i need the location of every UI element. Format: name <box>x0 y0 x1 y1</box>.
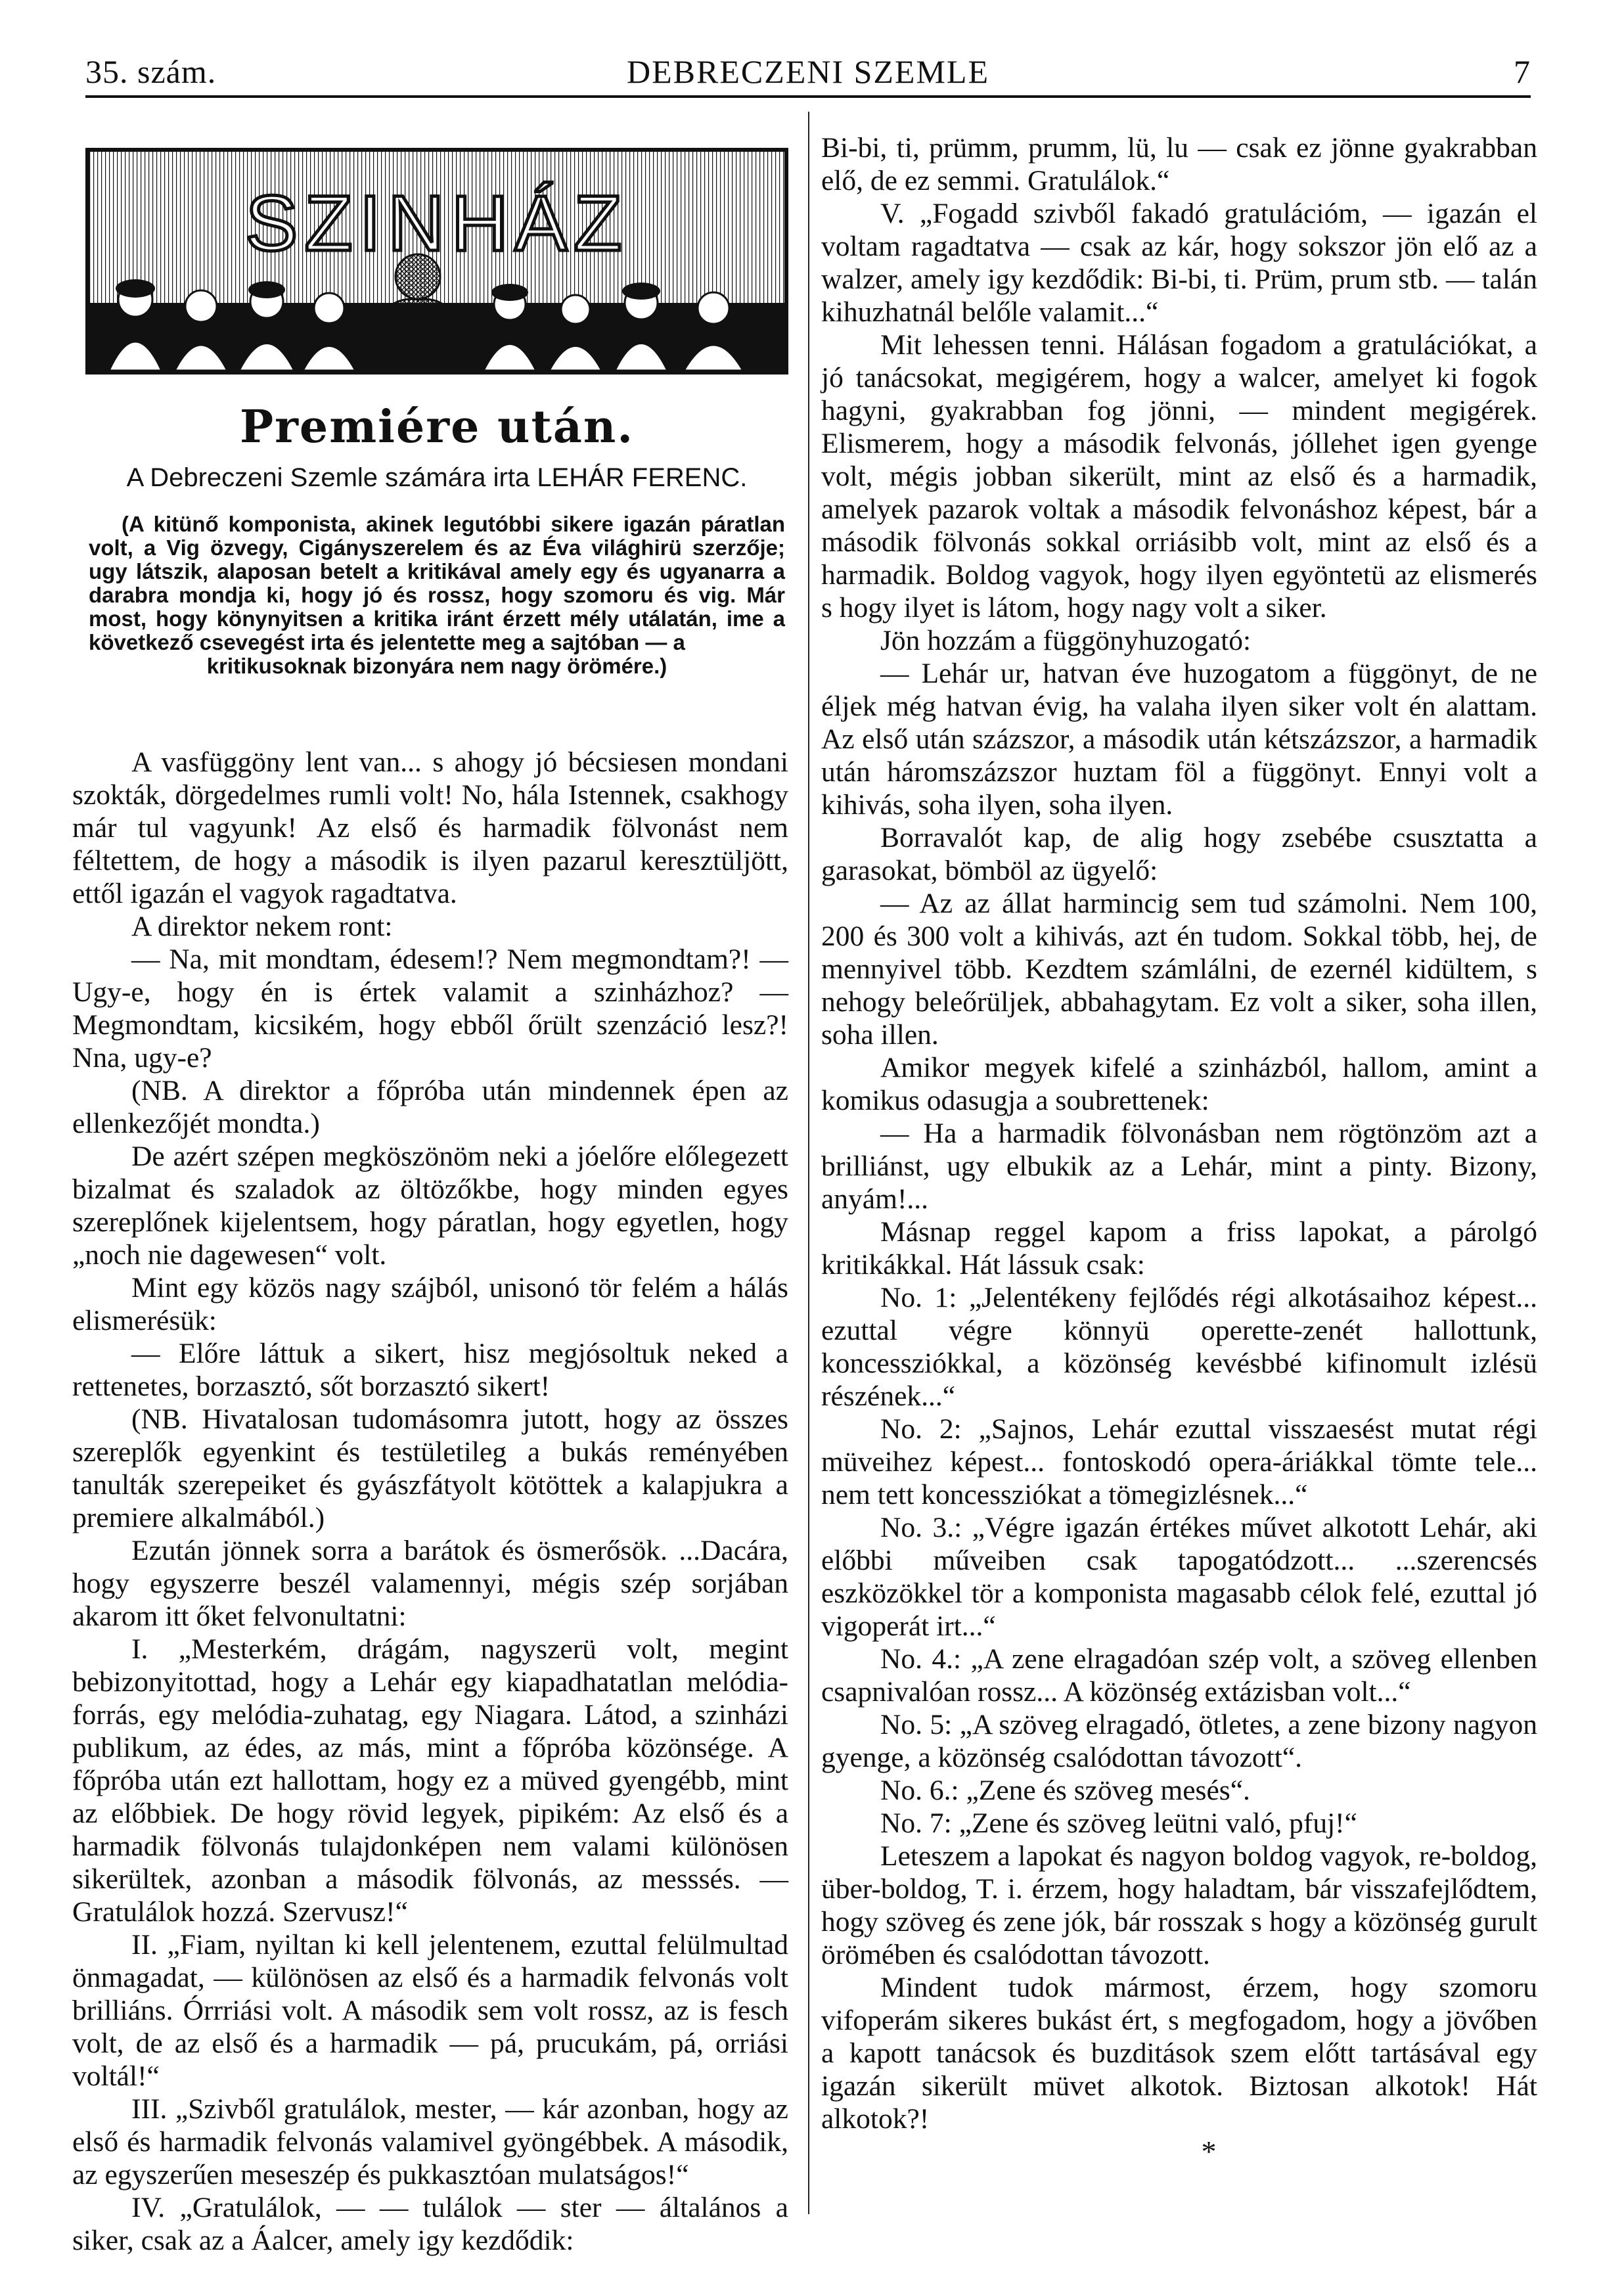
page-header <box>85 46 1531 99</box>
column-divider <box>808 112 809 2214</box>
paragraph: — Az az állat harmincig sem tud számolni. Nem 100, 200 és 300 volt a kihivás, azt én tudom. Sokkal több, hej, de mennyivel több. Kezdtem számlálni, de ezernél kidültem, s nehogy beleőrüljek, abbahagytam. Ez volt a siker, soha illen, soha illen. <box>821 888 1537 1051</box>
issue-number: 35. szám. <box>85 53 217 90</box>
intro-last-line: kritikusoknak bizonyára nem nagy örömére.) <box>206 654 667 678</box>
paragraph: Másnap reggel kapom a friss lapokat, a párolgó kritikákkal. Hát lássuk csak: <box>821 1216 1537 1281</box>
paragraph: — Na, mit mondtam, édesem!? Nem megmondtam?! — Ugy-e, hogy én is értek valamit a szinházhoz? — Megmondtam, kicsikém, hogy ebből őrült szenzáció lesz?! Nna, ugy-e? <box>72 943 788 1074</box>
paragraph: A direktor nekem ront: <box>131 911 393 942</box>
paragraph: V. „Fogadd szivből fakadó gratulációm, — igazán el voltam ragadtatva — csak az kár, hogy sokszor jön elő az a walzer, amely igy kezdődik: Bi-bi, ti. Prüm, prum stb. — talán kihuzhatnál belőle valamit...“ <box>821 198 1537 328</box>
paragraph: — Ha a harmadik fölvonásban nem rögtönzöm azt a brilliánst, ugy elbukik az a Lehár, mint a pinty. Bizony, anyám!... <box>821 1118 1537 1215</box>
paragraph: II. „Fiam, nyiltan ki kell jelentenem, ezuttal felülmultad önmagadat, — különösen az első és a harmadik felvonás volt brilliáns. Órrriási volt. A második sem volt rossz, az is fesch volt, de az első és a harmadik — pá, prucukám, pá, orriási voltál!“ <box>72 1929 788 2092</box>
journal-title: DEBRECZENI SZEMLE <box>626 53 990 90</box>
paragraph: Ezután jönnek sorra a barátok és ösmerősök. ...Dacára, hogy egyszerre beszél valamennyi, mégis szép sorjában akarom itt őket felvonultatni: <box>72 1535 788 1632</box>
paragraph: Amikor megyek kifelé a szinházból, hallom, amint a komikus odasugja a soubrettenek: <box>821 1052 1537 1116</box>
theatre-banner-illustration <box>85 148 788 375</box>
paragraph: No. 7: „Zene és szöveg leütni való, pfuj!“ <box>880 1807 1357 1839</box>
left-column <box>72 746 788 2257</box>
paragraph: No. 3.: „Végre igazán értékes művet alkotott Lehár, aki előbbi műveiben csak tapogatódzott... ...szerencsés eszközökkel tör a komponista magasabb célok felé, ezuttal jó vigoperát irt...“ <box>821 1512 1537 1642</box>
paragraph: III. „Szivből gratulálok, mester, — kár azonban, hogy az első és harmadik felvonás valamivel gyöngébbek. A második, az egyszerűen meseszép és pukkasztóan mulatságos!“ <box>72 2093 788 2191</box>
header-rule <box>85 95 1531 98</box>
paragraph: Mindent tudok mármost, érzem, hogy szomoru vifoperám sikeres bukást ért, s megfogadom, hogy a jövőben a kapott tanácsok és buzditások szem előtt tartásával egy igazán sikerült müvet alkotok. Biztosan alkotok! Hát alkotok?! <box>821 1972 1537 2135</box>
paragraph: Mint egy közös nagy szájból, unisonó tör felém a hálás elismerésük: <box>72 1272 788 1336</box>
page-number: 7 <box>1514 53 1531 90</box>
article-title: Premiére után. <box>239 401 635 453</box>
paragraph: IV. „Gratulálok, — — tulálok — ster — általános a siker, csak az a Áalcer, amely igy kezdődik: <box>72 2192 788 2256</box>
paragraph: A vasfüggöny lent van... s ahogy jó bécsiesen mondani szokták, dörgedelmes rumli volt! No, hála Istennek, csakhogy már tul vagyunk! Az első és harmadik fölvonást nem féltettem, de hogy a második is ilyen pazarul keresztüljött, ettől igazán el vagyok ragadtatva. <box>72 746 788 909</box>
article-byline: A Debreczeni Szemle számára irta LEHÁR FERENC. <box>126 463 748 492</box>
article-intro <box>89 512 785 678</box>
paragraph: Leteszem a lapokat és nagyon boldog vagyok, re-boldog, über-boldog, T. i. érzem, hogy haladtam, bár visszafejlődtem, hogy szöveg és zene jók, bár rosszak s hogy a közönség gurult örömében és csalódottan távozott. <box>821 1840 1537 1970</box>
paragraph: (NB. A direktor a főpróba után mindennek épen az ellenkezőjét mondta.) <box>72 1075 788 1139</box>
paragraph: I. „Mesterkém, drágám, nagyszerü volt, megint bebizonyitottad, hogy a Lehár egy kiapadhatatlan melódia-forrás, egy melódia-zuhatag, egy Niagara. Látod, a szinházi publikum, az édes, az más, mint a főpróba közönsége. A főpróba után ezt hallottam, hogy ez a müved gyengébb, mint az előbbiek. De hogy rövid legyek, pipikém: Az első és a harmadik fölvonás tulajdonképen nem valami különösen sikerültek, azonban a második fölvonás, az messsés. — Gratulálok hozzá. Szervusz!“ <box>72 1633 788 1928</box>
paragraph: No. 1: „Jelentékeny fejlődés régi alkotásaihoz képest... ezuttal végre könnyü operette-zenét hallottunk, koncessziókkal, a közönség kevésbbé kifinomult izlésü részének...“ <box>821 1282 1537 1412</box>
paragraph: Borravalót kap, de alig hogy zsebébe csusztatta a garasokat, bömböl az ügyelő: <box>821 822 1537 886</box>
intro-text: (A kitünő komponista, akinek legutóbbi sikere igazán páratlan volt, a Vig özvegy, Cigányszerelem és az Éva világhirü szerzője; ugy látszik, alaposan betelt a kritikával amely egy és ugyanarra a darabra mondja ki, hogy jó és rossz, hogy szomoru és vig. Már most, hogy könynyitsen a kritika iránt érzett mély utálatán, ime a következő csevegést irta és jelentette meg a sajtóban — a <box>89 512 785 654</box>
paragraph: Jön hozzám a függönyhuzogató: <box>880 625 1252 656</box>
paragraph: Bi-bi, ti, prümm, prumm, lü, lu — csak ez jönne gyakrabban elő, de ez semmi. Gratulálok.“ <box>821 132 1537 196</box>
right-column <box>821 131 1537 2168</box>
paragraph: — Lehár ur, hatvan éve huzogatom a függönyt, de ne éljek még hatvan évig, ha valaha ilyen siker volt én alattam. Az első után százszor, a második után kétszázszor, a harmadik után háromszázszor huztam föl a függönyt. Ennyi volt a kihivás, soha ilyen, soha ilyen. <box>821 658 1537 821</box>
banner-word: SZINHÁZ <box>245 179 629 267</box>
closing-asterisk: * <box>1201 2135 1217 2168</box>
paragraph: No. 4.: „A zene elragadóan szép volt, a szöveg ellenben csapnivalóan rossz... A közönség extázisban volt...“ <box>821 1643 1537 1708</box>
paragraph: — Előre láttuk a sikert, hisz megjósoltuk neked a rettenetes, borzasztó, sőt borzasztó sikert! <box>72 1338 788 1402</box>
paragraph: Mit lehessen tenni. Hálásan fogadom a gratulációkat, a jó tanácsokat, megigérem, hogy a walcer, amelyet ki fogok hagyni, gyakrabban fog jönni, — mindent megigérek. Elismerem, hogy a második felvonás, jóllehet igen gyenge volt, mégis jobban sikerült, mint az első és a harmadik, amelyek pazarok voltak a második felvonáshoz képest, bár a második fölvonás sokkal orriásibb volt, mint az első és a harmadik. Boldog vagyok, hogy ilyen egyöntetü az elismerés s hogy ilyet is látom, hogy nagy volt a siker. <box>821 329 1537 624</box>
paragraph: No. 5: „A szöveg elragadó, ötletes, a zene bizony nagyon gyenge, a közönség csalódottan távozott“. <box>821 1709 1537 1773</box>
paragraph: No. 6.: „Zene és szöveg mesés“. <box>880 1775 1250 1806</box>
paragraph: No. 2: „Sajnos, Lehár ezuttal visszaesést mutat régi müveihez képest... fontoskodó opera-áriákkal tömte tele... nem tett koncessziókat a tömegizlésnek...“ <box>821 1413 1537 1510</box>
paragraph: (NB. Hivatalosan tudomásomra jutott, hogy az összes szereplők egyenkint és testületileg a bukás reményében tanulták szerepeiket és gyászfátyolt kötöttek a kalapjukra a premiere alkalmából.) <box>72 1403 788 1533</box>
paragraph: De azért szépen megköszönöm neki a jóelőre előlegezett bizalmat és szaladok az öltözőkbe, hogy minden egyes szereplőnek kijelentsem, hogy páratlan, hogy egyetlen, hogy „noch nie dagewesen“ volt. <box>72 1141 788 1271</box>
